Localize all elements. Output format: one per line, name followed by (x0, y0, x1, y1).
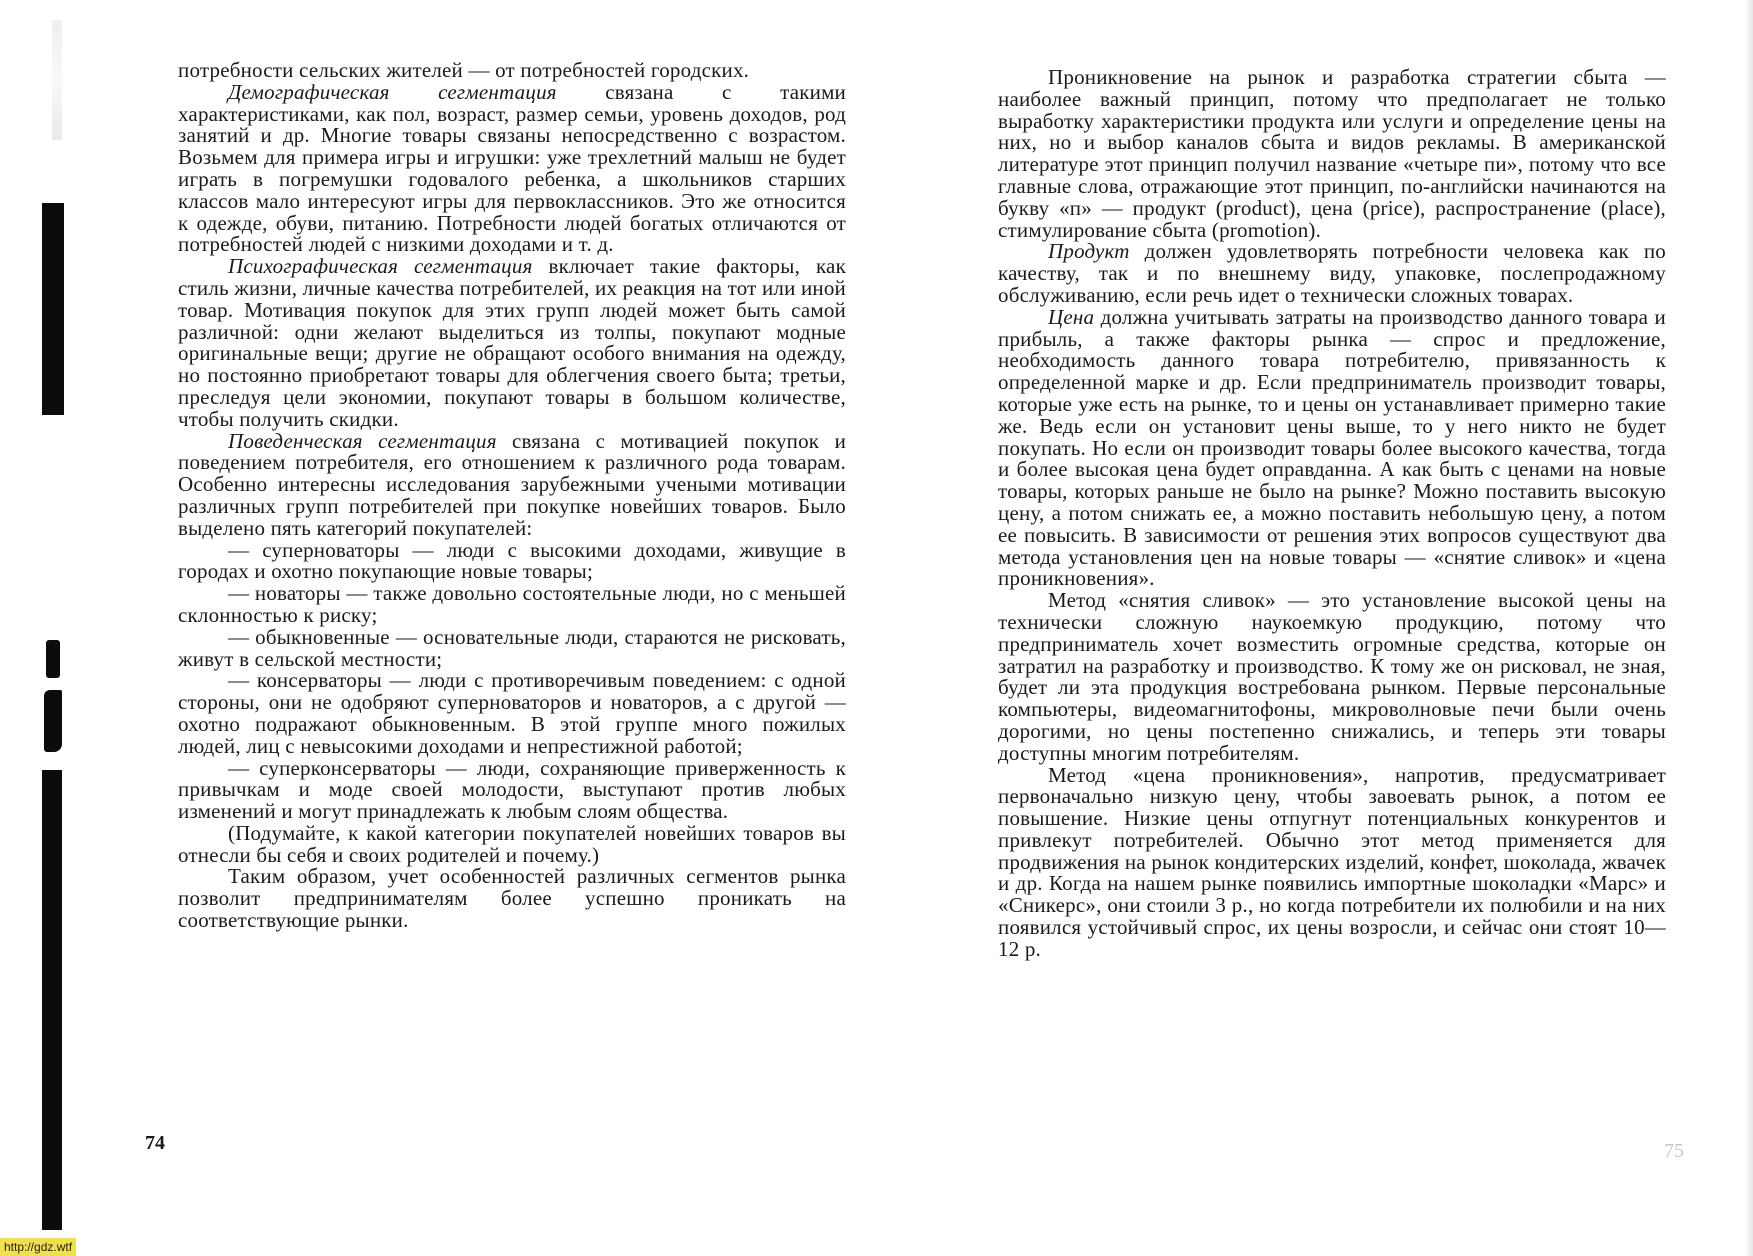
watermark-link[interactable]: http://gdz.wtf (0, 1238, 76, 1256)
page-edge-shadow (1745, 0, 1753, 1256)
paragraph-text: Метод «цена проникновения», напротив, предусматривает первоначально низкую цену, чтобы завоевать рынок, а потом ее повышение. Низкие цены отпугнут потенциальных конкурентов и привлекут потребителей. Обычно этот метод применяется для продвижения на рынок кондитерских изделий, конфет, шоколада, жвачек и др. Когда на нашем рынке появились импортные шоколадки «Марс» и «Сникерс», они стоили 3 р., но когда потребители их полюбили и на них появился устойчивый спрос, их цены возросли, и сейчас они стоят 10—12 р. (998, 762, 1666, 961)
paragraph-text: Метод «снятия сливок» — это установление высокой цены на технически сложную наукоемкую продукцию, потому что предприниматель хочет возместить огромные средства, которые он затратил на разработку и производство. К тому же он рисковал, не зная, будет ли эта продукция востребована рынком. Первые персональные компьютеры, видеомагнитофоны, микроволновые печи были очень дорогими, но цены постепенно снижались, и теперь эти товары доступны многим потребителям. (998, 588, 1666, 765)
left-page (0, 0, 876, 1256)
left-page-text (178, 60, 846, 932)
right-page-text (998, 67, 1666, 961)
paragraph-text: должен удовлетворять потребности человека как по качеству, так и по внешнему виду, упаковке, послепродажному обслуживанию, если речь идет о технически сложных товарах. (998, 239, 1666, 307)
paragraph (998, 590, 1666, 764)
page-number: 74 (145, 1132, 165, 1154)
paragraph-text: Проникновение на рынок и разработка стратегии сбыта — наиболее важный принцип, потому что предполагает не только выработку характеристики продукта или услуги и определение цены на них, но и выбор каналов сбыта и видов рекламы. В американской литературе этот принцип получил название «четыре пи», потому что все главные слова, отражающие этот принцип, по-английски начинаются на букву «п» — продукт (product), цена (price), распространение (place), стимулирование сбыта (promotion). (998, 65, 1666, 242)
italic-term: Психографическая сегментация (228, 254, 533, 279)
paragraph (998, 241, 1666, 306)
paragraph (178, 820, 846, 867)
paragraph-text: Таким образом, учет особенностей различных сегментов рынка позволит предпринимателям более успешно проникать на соответствующие рынки. (178, 864, 846, 933)
paragraph (998, 67, 1666, 241)
paragraph (178, 428, 847, 540)
paragraph-text: потребности сельских жителей — от потребностей городских. (178, 58, 750, 82)
paragraph-text: связана с мотивацией покупок и поведением потребителя, его отношением к различного рода товарам. Особенно интересны исследования зарубежными учеными мотивации различных групп потребителей при покупке новейших товаров. Было выделено пять категорий покупателей: (178, 428, 847, 540)
paragraph (178, 755, 846, 824)
paragraph-text: — суперноваторы — люди с высокими доходами, живущие в городах и охотно покупающие новые товары; (178, 537, 846, 584)
paragraph-text: — консерваторы — люди с противоречивым поведением: с одной стороны, они не одобряют суперноваторов и новаторов, а с другой — охотно подражают обыкновенным. В этой группе много пожилых людей, лиц с невысокими доходами и непрестижной работой; (178, 668, 846, 758)
paragraph-text: должна учитывать затраты на производство данного товара и прибыль, а также факторы рынка — спрос и предложение, необходимость данного товара потребителю, привязанность к определенной марке и др. Если предприниматель производит товары, которые уже есть на рынке, то и цены он устанавливает примерно такие же. Ведь если он установит цены выше, то у него никто не будет покупать. Но если он производит товары более высокого качества, тогда и более высокая цена будет оправданна. А как быть с ценами на новые товары, которых раньше не было на рынке? Можно поставить высокую цену, а потом снижать ее, а можно поставить небольшую цену, а потом ее повысить. В зависимости от решения этих вопросов существуют два метода установления цен на новые товары — «снятие сливок» и «цена проникновения». (998, 304, 1666, 591)
italic-term: Поведенческая сегментация (228, 428, 497, 453)
paragraph (178, 537, 846, 584)
paragraph (998, 762, 1666, 961)
paragraph-text: — обыкновенные — основательные люди, стараются не рисковать, живут в сельской местности; (178, 624, 846, 671)
paragraph-text: — новаторы — также довольно состоятельные люди, но с меньшей склонностью к риску; (178, 581, 846, 627)
paragraph (178, 256, 846, 430)
paragraph-text: связана с такими характеристиками, как пол, возраст, размер семьи, уровень доходов, род занятий и др. Многие товары связаны непосредственно с возрастом. Возьмем для примера игры и игрушки: уже трехлетний малыш не будет играть в погремушки годовалого ребенка, а школьников старших классов мало интересуют игры для первоклассников. Это же относится к одежде, обуви, питанию. Потребности людей богатых отличаются от потребностей людей с низкими доходами и т. д. (178, 79, 846, 257)
paragraph (178, 60, 846, 82)
paragraph (178, 583, 846, 627)
paragraph (998, 304, 1666, 591)
italic-term: Демографическая сегментация (228, 79, 557, 104)
italic-term: Продукт (1048, 239, 1130, 264)
paragraph (178, 670, 846, 757)
paragraph-text: (Подумайте, к какой категории покупателей новейших товаров вы отнесли бы себя и своих родителей и почему.) (178, 820, 846, 867)
paragraph-text: включает такие факторы, как стиль жизни, личные качества потребителей, их реакция на тот или иной товар. Мотивация покупок для этих групп людей может быть самой различной: одни желают выделиться из толпы, покупают модные оригинальные вещи; другие не обращают особого внимания на одежду, но постоянно приобретают товары для облегчения своего быта; третьи, преследуя цели экономии, покупают товары в большом количестве, чтобы получить скидки. (178, 254, 846, 431)
right-page (876, 0, 1753, 1256)
page-number: 75 (1664, 1140, 1684, 1162)
paragraph-text: — суперконсерваторы — люди, сохраняющие приверженность к привычкам и моде своей молодости, выступают против любых изменений и могут принадлежать к любым слоям общества. (178, 755, 846, 824)
paragraph (178, 624, 846, 671)
italic-term: Цена (1048, 304, 1095, 329)
paragraph (178, 79, 846, 257)
paragraph (178, 866, 846, 931)
